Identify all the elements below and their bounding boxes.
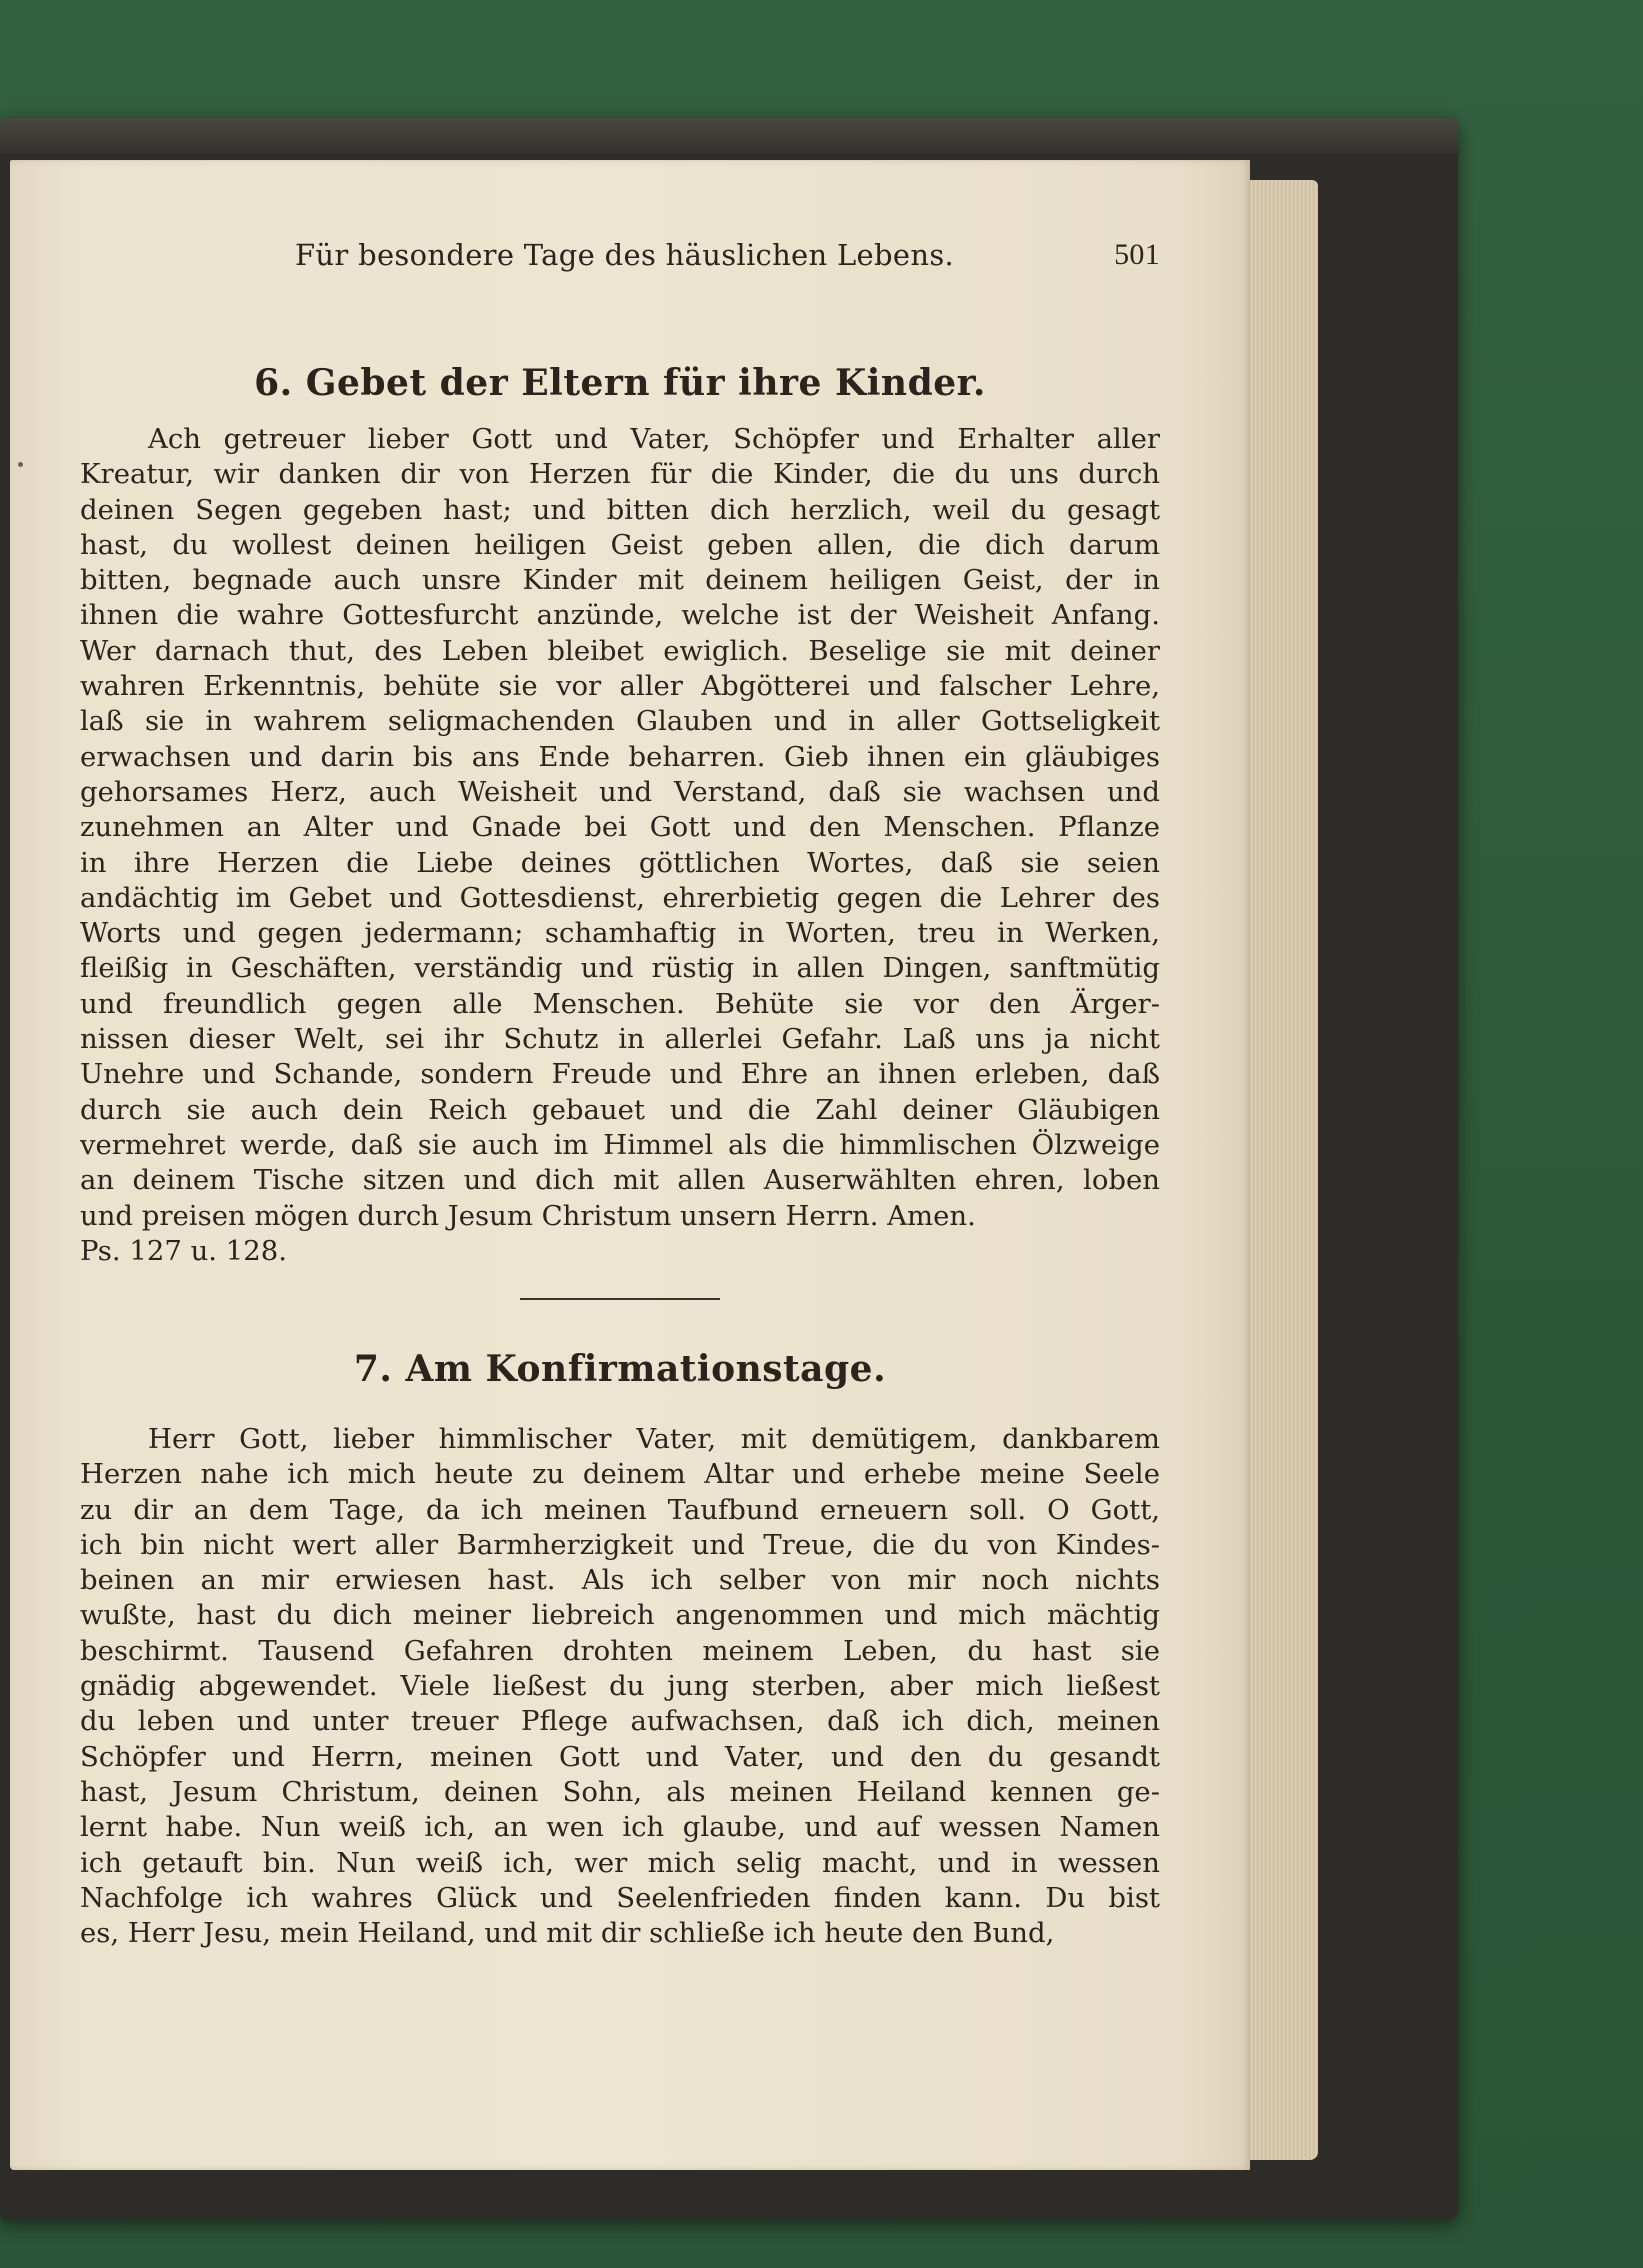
text-line: Nachfolge ich wahres Glück und Seelenfrieden finden kann. Du bist [80,1881,1160,1914]
section-divider [520,1298,720,1300]
text-line: und freundlich gegen alle Menschen. Behüte sie vor den Ärger- [80,987,1160,1020]
text-line: du leben und unter treuer Pflege aufwachsen, daß ich dich, meinen [80,1705,1160,1738]
text-line: deinen Segen gegeben hast; und bitten dich herzlich, weil du gesagt [80,493,1160,526]
text-line: wußte, hast du dich meiner liebreich angenommen und mich mächtig [80,1599,1160,1632]
text-line: Unehre und Schande, sondern Freude und Ehre an ihnen erleben, daß [80,1058,1160,1091]
text-line: vermehret werde, daß sie auch im Himmel als die himmlischen Ölzweige [80,1128,1160,1161]
text-line: Herzen nahe ich mich heute zu deinem Altar und erhebe meine Seele [80,1458,1160,1491]
text-line: in ihre Herzen die Liebe deines göttlichen Wortes, daß sie seien [80,846,1160,879]
section-7-body [80,1422,1160,1951]
text-line: zunehmen an Alter und Gnade bei Gott und den Menschen. Pflanze [80,811,1160,844]
text-line: Herr Gott, lieber himmlischer Vater, mit demütigem, dankbarem [148,1423,1160,1455]
text-line: fleißig in Geschäften, verständig und rüstig in allen Dingen, sanftmütig [80,952,1160,985]
section-7-heading: 7. Am Konfirmationstage. [353,1348,887,1390]
text-line: beschirmt. Tausend Gefahren drohten meinem Leben, du hast sie [80,1634,1160,1667]
text-line: Kreatur, wir danken dir von Herzen für die Kinder, die du uns durch [80,458,1160,491]
text-line: lernt habe. Nun weiß ich, an wen ich glaube, und auf wessen Namen [80,1811,1160,1844]
text-line: beinen an mir erwiesen hast. Als ich selber von mir noch nichts [80,1564,1160,1597]
book-cover-top-edge [0,118,1458,154]
section-6-body [80,422,1160,1269]
text-line: ihnen die wahre Gottesfurcht anzünde, welche ist der Weisheit Anfang. [80,599,1160,632]
section-6-heading: 6. Gebet der Eltern für ihre Kinder. [254,362,986,404]
book-page [10,160,1250,2170]
text-line: ich bin nicht wert aller Barmherzigkeit und Treue, die du von Kindes- [80,1528,1160,1561]
text-line: hast, du wollest deinen heiligen Geist geben allen, die dich darum [80,528,1160,561]
text-line: Schöpfer und Herrn, meinen Gott und Vater, und den du gesandt [80,1740,1160,1773]
text-line: wahren Erkenntnis, behüte sie vor aller Abgötterei und falscher Lehre, [80,670,1160,703]
text-line: hast, Jesum Christum, deinen Sohn, als meinen Heiland kennen ge- [80,1775,1160,1808]
text-line: gehorsames Herz, auch Weisheit und Verstand, daß sie wachsen und [80,775,1160,808]
text-line: gnädig abgewendet. Viele ließest du jung sterben, aber mich ließest [80,1670,1160,1703]
text-line: durch sie auch dein Reich gebauet und die Zahl deiner Gläubigen [80,1093,1160,1126]
text-line: Wer darnach thut, des Leben bleibet ewiglich. Beselige sie mit deiner [80,634,1160,667]
page-number: 501 [1114,238,1160,271]
text-line: bitten, begnade auch unsre Kinder mit deinem heiligen Geist, der in [80,564,1160,597]
text-line: zu dir an dem Tage, da ich meinen Taufbund erneuern soll. O Gott, [80,1493,1160,1526]
paper-speck [18,462,23,467]
text-line: Worts und gegen jedermann; schamhaftig in Worten, treu in Werken, [80,917,1160,950]
text-line: erwachsen und darin bis ans Ende beharren. Gieb ihnen ein gläubiges [80,740,1160,773]
text-line: Ps. 127 u. 128. [80,1234,288,1267]
text-line: nissen dieser Welt, sei ihr Schutz in allerlei Gefahr. Laß uns ja nicht [80,1023,1160,1056]
text-line: und preisen mögen durch Jesum Christum unsern Herrn. Amen. [80,1199,976,1232]
text-line: ich getauft bin. Nun weiß ich, wer mich selig macht, und in wessen [80,1846,1160,1879]
text-line: an deinem Tische sitzen und dich mit allen Auserwählten ehren, loben [80,1164,1160,1197]
running-head [80,238,1160,278]
page-edges [1240,180,1318,2160]
text-line: es, Herr Jesu, mein Heiland, und mit dir schließe ich heute den Bund, [80,1917,1055,1950]
running-head-title: Für besondere Tage des häuslichen Lebens. [295,238,955,272]
text-line: laß sie in wahrem seligmachenden Glauben und in aller Gottseligkeit [80,705,1160,738]
text-line: Ach getreuer lieber Gott und Vater, Schöpfer und Erhalter aller [148,423,1160,455]
text-line: andächtig im Gebet und Gottesdienst, ehrerbietig gegen die Lehrer des [80,881,1160,914]
